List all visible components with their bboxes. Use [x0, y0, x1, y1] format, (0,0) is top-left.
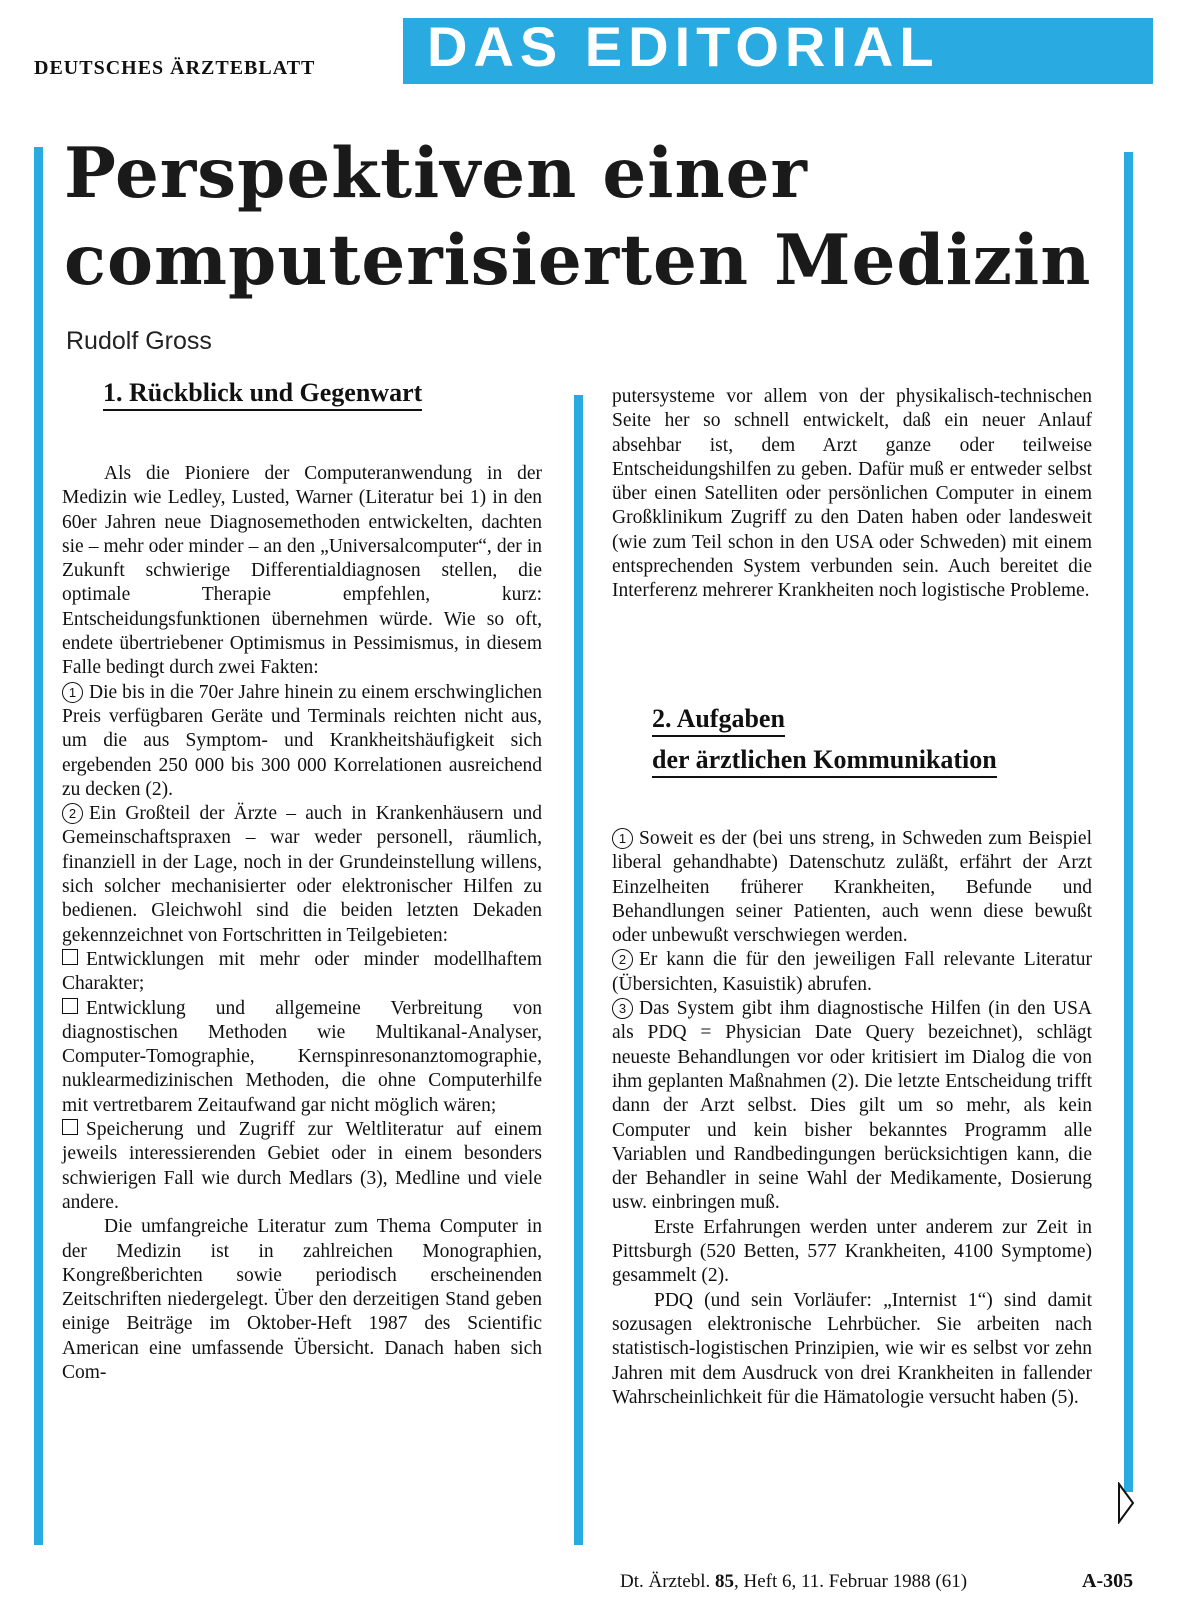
section-2-heading-line-1: 2. Aufgaben	[652, 704, 785, 737]
continue-arrow-icon	[1117, 1482, 1135, 1524]
item-text: Ein Großteil der Ärzte – auch in Krankenhäusern und Gemeinschaftspraxen – war weder personell, räumlich, finanziell in der Lage, noch in der Grundeinstellung willens, sich solcher mechanisierter oder elektronischer Hilfen zu bedienen. Gleichwohl sind die beiden letzten Dekaden gekennzeichnet von Fortschritten in Teilgebieten:	[62, 803, 542, 946]
right-column-top	[612, 385, 1092, 604]
bullet-item-3	[62, 1118, 542, 1215]
item-text: Das System gibt ihm diagnostische Hilfen (in den USA als PDQ = Physician Date Query bezeichnet), schlägt neueste Behandlungen vor oder kritisiert im Dialog die von ihm geplanten Maßnahmen (2). Die letzte Entscheidung trifft dann der Arzt selbst. Dies gilt um so mehr, als kein Computer und kein bisher bekanntes Programm alle Variablen und Randbedingungen berücksichtigen kann, die der Behandler in seine Wahl der Medikamente, Dosierung usw. einbringen muß.	[612, 998, 1092, 1214]
checkbox-square-icon	[62, 998, 78, 1014]
section-2-heading-line-2: der ärztlichen Kommunikation	[652, 745, 997, 778]
item-text: Entwicklung und allgemeine Verbreitung von diagnostischen Methoden wie Multikanal-Analyser, Computer-Tomographie, Kernspinresonanztomographie, nuklearmedizinischen Methoden, die ohne Computerhilfe mit vertretbarem Zeitaufwand gar nicht möglich wären;	[62, 997, 542, 1116]
checkbox-square-icon	[62, 949, 78, 965]
citation-journal: Dt. Ärztebl.	[620, 1571, 711, 1592]
title-line-1: Perspektiven einer	[64, 133, 808, 214]
paragraph: Die umfangreiche Literatur zum Thema Computer in der Medizin ist in zahlreichen Monographien, Kongreßberichten sowie periodisch erscheinenden Zeitschriften niedergelegt. Über den derzeitigen Stand geben einige Beiträge im Oktober-Heft 1987 des Scientific American eine umfassende Übersicht. Danach haben sich Com-	[62, 1216, 542, 1383]
right-accent-bar	[1124, 152, 1133, 1492]
bullet-item-1	[62, 948, 542, 997]
left-accent-bar	[34, 147, 43, 1545]
circled-number-icon: 3	[612, 998, 633, 1019]
item-text: Entwicklungen mit mehr oder minder modellhaftem Charakter;	[62, 948, 542, 995]
numbered-item-2	[62, 802, 542, 948]
citation-volume: 85	[714, 1571, 734, 1592]
paragraph-continued: putersysteme vor allem von der physikalisch-technischen Seite her so schnell entwickelt, daß ein neuer Anlauf absehbar ist, dem Arzt ganze oder teilweise Entscheidungshilfen zu geben. Dafür muß er entweder selbst über einen Satelliten oder persönlichen Computer in einem Großklinikum Zugriff zu den Daten haben oder landesweit (wie zum Teil schon in den USA oder Schweden) mit einem entsprechenden System verbunden sein. Auch bereitet die Interferenz mehrerer Krankheiten noch logistische Probleme.	[612, 386, 1092, 602]
circled-number-icon: 1	[612, 828, 633, 849]
page-number: A-305	[1082, 1570, 1134, 1592]
left-column	[62, 462, 542, 1385]
numbered-item-1	[612, 827, 1092, 948]
author-name: Rudolf Gross	[66, 327, 212, 355]
bullet-item-2	[62, 997, 542, 1118]
numbered-item-3	[612, 997, 1092, 1216]
citation	[620, 1571, 967, 1593]
article-title	[64, 130, 1114, 304]
paragraph: Erste Erfahrungen werden unter anderem zur Zeit in Pittsburgh (520 Betten, 577 Krankheiten, 4100 Symptome) gesammelt (2).	[612, 1216, 1092, 1287]
circled-number-icon: 1	[62, 682, 83, 703]
item-text: Soweit es der (bei uns streng, in Schweden zum Beispiel liberal gehandhabte) Datenschutz zuläßt, erfährt der Arzt Einzelheiten früherer Krankheiten, Befunde und Behandlungen seiner Patienten, auch wenn diese bewußt oder unbewußt verschwiegen werden.	[612, 828, 1092, 947]
title-line-2: computerisierten Medizin	[64, 220, 1092, 301]
section-1-heading: 1. Rückblick und Gegenwart	[103, 378, 422, 411]
item-text: Speicherung und Zugriff zur Weltliteratur auf einem jeweils interessierenden Gebiet oder in einem besonders schwierigen Fall wie durch Medlars (3), Medline und viele andere.	[62, 1119, 542, 1213]
circled-number-icon: 2	[62, 803, 83, 824]
item-text: Die bis in die 70er Jahre hinein zu einem erschwinglichen Preis verfügbaren Geräte und Terminals reichten nicht aus, um die aus Symptom- und Krankheitshäufigkeit sich ergebenden 250 000 bis 300 000 Korrelationen ausreichend zu decken (2).	[62, 681, 542, 800]
checkbox-square-icon	[62, 1119, 78, 1135]
paragraph: PDQ (und sein Vorläufer: „Internist 1“) sind damit sozusagen elektronische Lehrbücher. Sie arbeiten nach statistisch-logistischen Prinzipien, wie wir es selbst vor zehn Jahren mit dem Ausdruck von drei Krankheiten in fallender Wahrscheinlichkeit für die Hämatologie versucht haben (5).	[612, 1289, 1092, 1408]
item-text: Er kann die für den jeweiligen Fall relevante Literatur (Übersichten, Kasuistik) abrufen.	[612, 949, 1092, 995]
section-banner-label: DAS EDITORIAL	[427, 15, 940, 78]
paragraph: Als die Pioniere der Computeranwendung in der Medizin wie Ledley, Lusted, Warner (Literatur bei 1) in den 60er Jahren neue Diagnosemethoden entwickelten, dachten sie – mehr oder minder – an den „Universalcomputer“, der in Zukunft schwierige Differentialdiagnosen stellen, die optimale Therapie empfehlen, kurz: Entscheidungsfunktionen übernehmen würde. Wie so oft, endete übertriebener Optimismus in Pessimismus, in diesem Falle bedingt durch zwei Fakten:	[62, 463, 542, 679]
circled-number-icon: 2	[612, 949, 633, 970]
citation-issue: , Heft 6, 11. Februar 1988 (61)	[733, 1571, 968, 1592]
column-divider-bar	[574, 395, 583, 1545]
right-column-bottom	[612, 827, 1092, 1410]
journal-name: DEUTSCHES ÄRZTEBLATT	[34, 57, 316, 79]
numbered-item-1	[62, 681, 542, 802]
numbered-item-2	[612, 948, 1092, 997]
